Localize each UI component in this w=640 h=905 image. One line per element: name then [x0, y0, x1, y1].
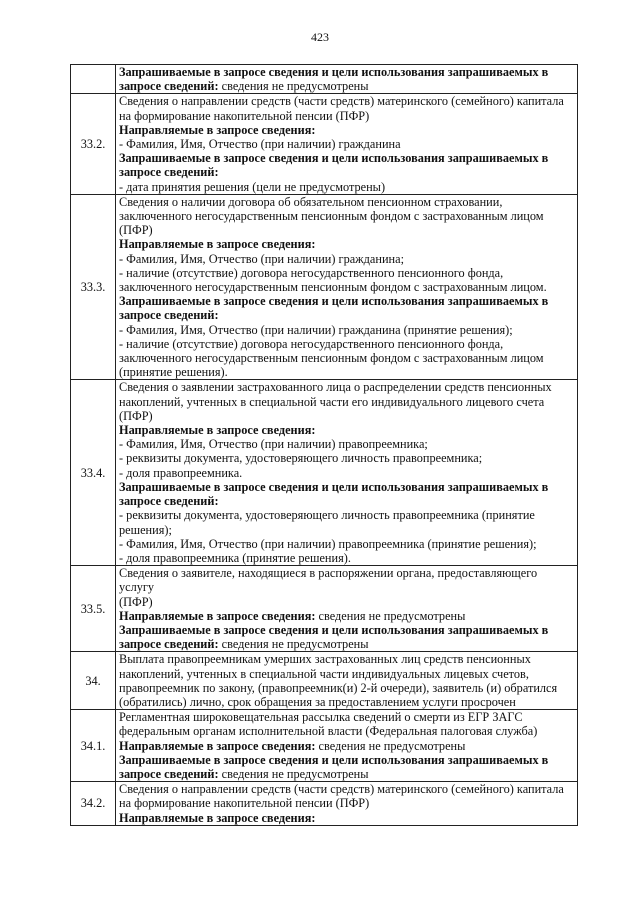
- bold-text: Запрашиваемые в запросе сведения и цели использования запрашиваемых в: [119, 752, 549, 767]
- bold-line: [119, 423, 574, 437]
- text-line: - наличие (отсутствие) договора негосударственного пенсионного фонда,: [119, 336, 504, 351]
- text-line: - Фамилия, Имя, Отчество (при наличии) гражданина (принятие решения);: [119, 322, 513, 337]
- row-content: [116, 380, 578, 566]
- bold-text: Направляемые в запросе сведения:: [119, 810, 316, 825]
- bold-line: [119, 767, 574, 781]
- text-line: Сведения о направлении средств (части средств) материнского (семейного) капитала: [119, 94, 564, 109]
- bold-text: запросе сведений:: [119, 766, 219, 781]
- row-content: [116, 652, 578, 710]
- bold-line: [119, 237, 574, 251]
- row-number: 34.: [71, 652, 116, 710]
- text-line: решения);: [119, 522, 172, 537]
- text-line: - Фамилия, Имя, Отчество (при наличии) правопреемника;: [119, 437, 428, 452]
- bold-line: [119, 623, 574, 637]
- row-number: 34.2.: [71, 782, 116, 826]
- text-line: Сведения о наличии договора об обязательном пенсионном страховании,: [119, 194, 503, 209]
- table-row: [71, 65, 578, 94]
- text-line: - дата принятия решения (цели не предусмотрены): [119, 179, 386, 194]
- bold-line: [119, 308, 574, 322]
- text-line: правопреемник по закону, (правопреемник(и) 2-й очереди), заявитель (и) обратился: [119, 680, 558, 695]
- text-line: федеральным органам исполнительной власти (Федеральная палоговая служба): [119, 724, 538, 739]
- bold-line: [119, 739, 574, 753]
- bold-line: [119, 480, 574, 494]
- bold-text: запросе сведений:: [119, 494, 219, 509]
- text-line: (принятие решения).: [119, 365, 228, 380]
- bold-text: запросе сведений:: [119, 637, 219, 652]
- requirements-table: [70, 64, 578, 826]
- text-line: (обратились) лично, срок обращения за предоставлением услуги просрочен: [119, 694, 516, 709]
- bold-text: Запрашиваемые в запросе сведения и цели использования запрашиваемых в: [119, 151, 549, 166]
- text-line: (ПФР): [119, 594, 153, 609]
- text-line: Сведения о заявлении застрахованного лица о распределении средств пенсионных: [119, 380, 552, 395]
- text-line: Выплата правопреемникам умерших застрахованных лиц средств пенсионных: [119, 652, 531, 667]
- text-line: - Фамилия, Имя, Отчество (при наличии) правопреемника (принятие решения);: [119, 536, 537, 551]
- text-line: - доля правопреемника.: [119, 465, 243, 480]
- bold-text: Запрашиваемые в запросе сведения и цели использования запрашиваемых в: [119, 479, 549, 494]
- bold-line: [119, 753, 574, 767]
- table-row: [71, 652, 578, 710]
- bold-text: Направляемые в запросе сведения:: [119, 423, 316, 438]
- table-row: [71, 782, 578, 826]
- bold-text: Запрашиваемые в запросе сведения и цели использования запрашиваемых в: [119, 622, 549, 637]
- text-line: накоплений, учтенных в специальной части индивидуальных лицевых счетов,: [119, 666, 529, 681]
- text-line: Сведения о заявителе, находящиеся в распоряжении органа, предоставляющего услугу: [119, 566, 538, 595]
- bold-text: запросе сведений:: [119, 79, 219, 94]
- text-line: Регламентная широковещательная рассылка сведений о смерти из ЕГР ЗАГС: [119, 710, 523, 725]
- text-line: (ПФР): [119, 408, 153, 423]
- bold-text: Запрашиваемые в запросе сведения и цели использования запрашиваемых в: [119, 294, 549, 309]
- text-line: заключенного негосударственным пенсионным фондом с застрахованным лицом: [119, 351, 544, 366]
- table-row: [71, 566, 578, 652]
- plain-text: сведения не предусмотрены: [218, 766, 369, 781]
- bold-line: [119, 79, 574, 93]
- text-line: на формирование накопительной пенсии (ПФР): [119, 108, 370, 123]
- bold-line: [119, 494, 574, 508]
- bold-line: [119, 151, 574, 165]
- bold-line: [119, 123, 574, 137]
- bold-line: [119, 609, 574, 623]
- plain-text: сведения не предусмотрены: [218, 79, 369, 94]
- text-line: - реквизиты документа, удостоверяющего личность правопреемника (принятие: [119, 508, 535, 523]
- plain-text: сведения не предусмотрены: [315, 738, 466, 753]
- bold-text: Направляемые в запросе сведения:: [119, 122, 316, 137]
- table-row: [71, 380, 578, 566]
- text-line: Сведения о направлении средств (части средств) материнского (семейного) капитала: [119, 782, 564, 797]
- page-number: 423: [311, 30, 329, 44]
- row-number: 33.4.: [71, 380, 116, 566]
- text-line: (ПФР): [119, 223, 153, 238]
- row-content: [116, 710, 578, 782]
- text-line: заключенного негосударственным пенсионным фондом с застрахованным лицом: [119, 209, 544, 224]
- table-body: [71, 65, 578, 826]
- bold-text: запросе сведений:: [119, 308, 219, 323]
- row-number: 33.5.: [71, 566, 116, 652]
- bold-line: [119, 811, 574, 825]
- row-number: 34.1.: [71, 710, 116, 782]
- row-number: 33.3.: [71, 194, 116, 380]
- bold-text: Направляемые в запросе сведения:: [119, 608, 316, 623]
- text-line: - реквизиты документа, удостоверяющего личность правопреемника;: [119, 451, 483, 466]
- row-content: [116, 566, 578, 652]
- row-number: [71, 65, 116, 94]
- row-content: [116, 94, 578, 194]
- text-line: на формирование накопительной пенсии (ПФР): [119, 796, 370, 811]
- row-content: [116, 782, 578, 826]
- row-number: 33.2.: [71, 94, 116, 194]
- text-line: накоплений, учтенных в специальной части его индивидуального лицевого счета: [119, 394, 545, 409]
- bold-line: [119, 165, 574, 179]
- text-line: - Фамилия, Имя, Отчество (при наличии) гражданина: [119, 137, 401, 152]
- row-content: [116, 194, 578, 380]
- text-line: - доля правопреемника (принятие решения).: [119, 550, 351, 565]
- plain-text: сведения не предусмотрены: [218, 637, 369, 652]
- text-line: заключенного негосударственным пенсионным фондом с застрахованным лицом.: [119, 280, 547, 295]
- row-content: [116, 65, 578, 94]
- bold-line: [119, 65, 574, 79]
- plain-text: сведения не предусмотрены: [315, 608, 466, 623]
- bold-text: Запрашиваемые в запросе сведения и цели использования запрашиваемых в: [119, 65, 549, 79]
- table-row: [71, 94, 578, 194]
- bold-text: Направляемые в запросе сведения:: [119, 738, 316, 753]
- text-line: - наличие (отсутствие) договора негосударственного пенсионного фонда,: [119, 265, 504, 280]
- table-row: [71, 194, 578, 380]
- bold-line: [119, 294, 574, 308]
- bold-text: Направляемые в запросе сведения:: [119, 237, 316, 252]
- bold-line: [119, 637, 574, 651]
- table-row: [71, 710, 578, 782]
- text-line: - Фамилия, Имя, Отчество (при наличии) гражданина;: [119, 251, 405, 266]
- bold-text: запросе сведений:: [119, 165, 219, 180]
